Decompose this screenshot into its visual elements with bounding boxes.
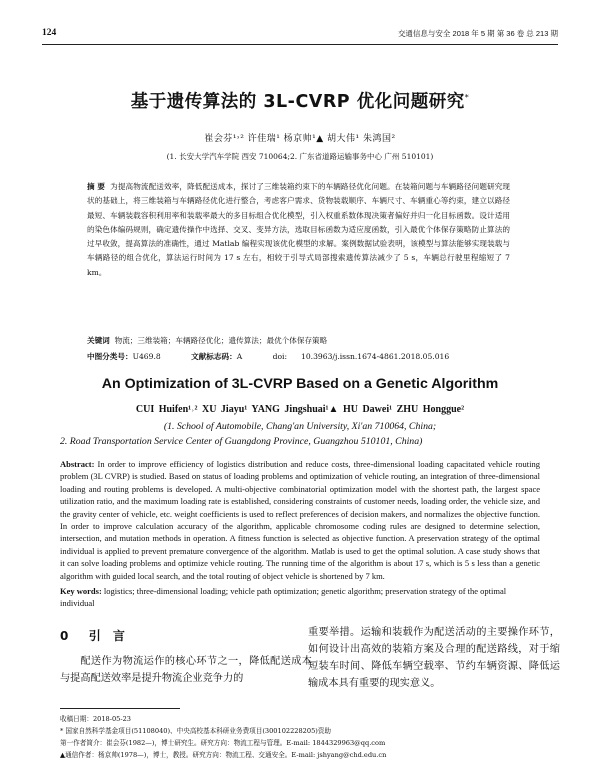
doc-code-field: 文献标志码：A [191,352,243,361]
chinese-keywords-text: 物流；三维装箱；车辆路径优化；遗传算法；最优个体保存策略 [114,336,328,345]
header-rule [42,44,558,45]
english-abstract-label: Abstract: [60,459,95,469]
footnote-received: 收稿日期：2018-05-23 [60,715,131,723]
intro-paragraph-right: 重要举措。运输和装载作为配送活动的主要操作环节，如何设计出高效的装箱方案及合理的配送路线，对于缩短装车时间、降低车辆空载率、节约车辆资源、降低运输成本具有重要的现实意义。 [308,627,560,689]
english-affiliation-1: (1. School of Automobile, Chang'an University, Xi'an 710064, China; [163,421,437,432]
footnote-fund: * 国家自然科学基金项目(51108040)、中央高校基本科研业务费项目(300102228205)资助 [60,727,332,735]
english-keywords-label: Key words: [60,586,102,596]
english-abstract-text: In order to improve efficiency of logistics distribution and reduce costs, three-dimensional loading capacitated vehicle routing problem (3L CVRP) is studied. Based on status of loading problems and optimization of vehicle routing, an integration of three-dimensional loading and routing problems is developed. A multi-objective combinatorial optimization model with the shortest path, the largest space utilization ratio, and the maximum loading rate is established, considering constraints of customer needs, loading order, the vehicle size, and the gravity center of vehicle, etc. weight coefficients is used to reflect preferences of decision makers, and normalizes the objective function. In order to improve calculation accuracy of the algorithm, applicable chromosome coding rules are designed to determine selection, intersection, and mutation methods in operation. A fitness function is selected as objective function. A preservation strategy of the optimal individual is applied to prevent premature convergence of the algorithm. Matlab is used to get the optimal solution. A case study shows that it can solve loading problems and optimize vehicle routing. The running time of the algorithm is about 17 s, which is 5 s less than a genetic algorithm with guided local search, and the total routing of object vehicle is shortened by 7 km. [60,459,540,581]
right-column [308,624,560,692]
chinese-authors: 崔会芬¹˒² 许佳瑞¹ 杨京帅¹▲ 胡大伟¹ 朱鸿国² [204,134,396,144]
footnote-rule [60,708,180,709]
intro-paragraph-left: 配送作为物流运作的核心环节之一，降低配送成本与提高配送效率是提升物流企业竞争力的 [60,656,312,684]
chinese-keywords-label: 关键词 [87,336,110,345]
chinese-keywords [87,335,517,346]
english-authors: CUI Huifen¹˒² XU Jiayu¹ YANG Jingshuai¹▲ HU Dawei¹ ZHU Honggue² [135,404,465,415]
section-heading: 0 引 言 [60,629,129,643]
footnote-first-author: 第一作者简介：崔会芬(1982—)，博士研究生。研究方向：物流工程与管理。E-mail: 1844329963@qq.com [60,739,386,747]
english-keywords-text: logistics; three-dimensional loading; vehicle path optimization; genetic algorithm; preservation strategy of the optimal individual [60,586,507,609]
clc-field: 中图分类号：U469.8 [87,352,161,361]
english-title: An Optimization of 3L-CVRP Based on a Genetic Algorithm [101,376,499,392]
chinese-title: 基于遗传算法的 3L-CVRP 优化问题研究* [130,92,470,112]
chinese-abstract [87,180,510,280]
classification-line [87,351,527,362]
english-keywords [60,585,540,610]
title-footnote-mark: * [464,93,470,103]
page-number: 124 [42,28,57,38]
english-abstract [60,458,540,582]
chinese-affiliation: (1. 长安大学汽车学院 西安 710064;2. 广东省道路运输事务中心 广州 510101) [166,152,434,161]
running-header [42,28,558,42]
left-column [60,628,312,687]
doi-field: doi: 10.3963/j.issn.1674-4861.2018.05.016 [272,352,450,361]
journal-info: 交通信息与安全 2018 年 5 期 第 36 卷 总 213 期 [397,29,558,38]
english-affiliation-2: 2. Road Transportation Service Center of Guangdong Province, Guangzhou 510101, China) [60,436,423,447]
chinese-abstract-text: 为提高物流配送效率，降低配送成本，探讨了三维装箱约束下的车辆路径优化问题。在装箱问题与车辆路径问题研究现状的基础上，将三维装箱与车辆路径优化进行整合，考虑客户需求、货物装载顺序、车辆尺寸、车辆重心等约束，建立以路径最短、车辆装载容积利用率和装载率最大的多目标组合优化模型，引入权重系数体现决策者偏好并归一化目标函数。设计适用的染色体编码规则，确定遗传操作中选择、交叉、变异方法，选取目标函数为适应度函数，引入最优个体保存策略防止算法的过早收敛，提高算法的准确性，通过 Matlab 编程实现该优化模型的求解。案例数据试验表明，该模型与算法能够实现装载与车辆路径的组合优化，算法运行时间为 17 s 左右，相较于引导式局部搜索遗传算法减少了 5 s，车辆总行驶里程缩短了 7 km。 [87,182,510,277]
chinese-abstract-label: 摘 要 [87,182,106,191]
footnote-corresponding-author: ▲通信作者：杨京帅(1978—)，博士，教授。研究方向：物流工程、交通安全。E-mail: jshyang@chd.edu.cn [60,751,387,759]
